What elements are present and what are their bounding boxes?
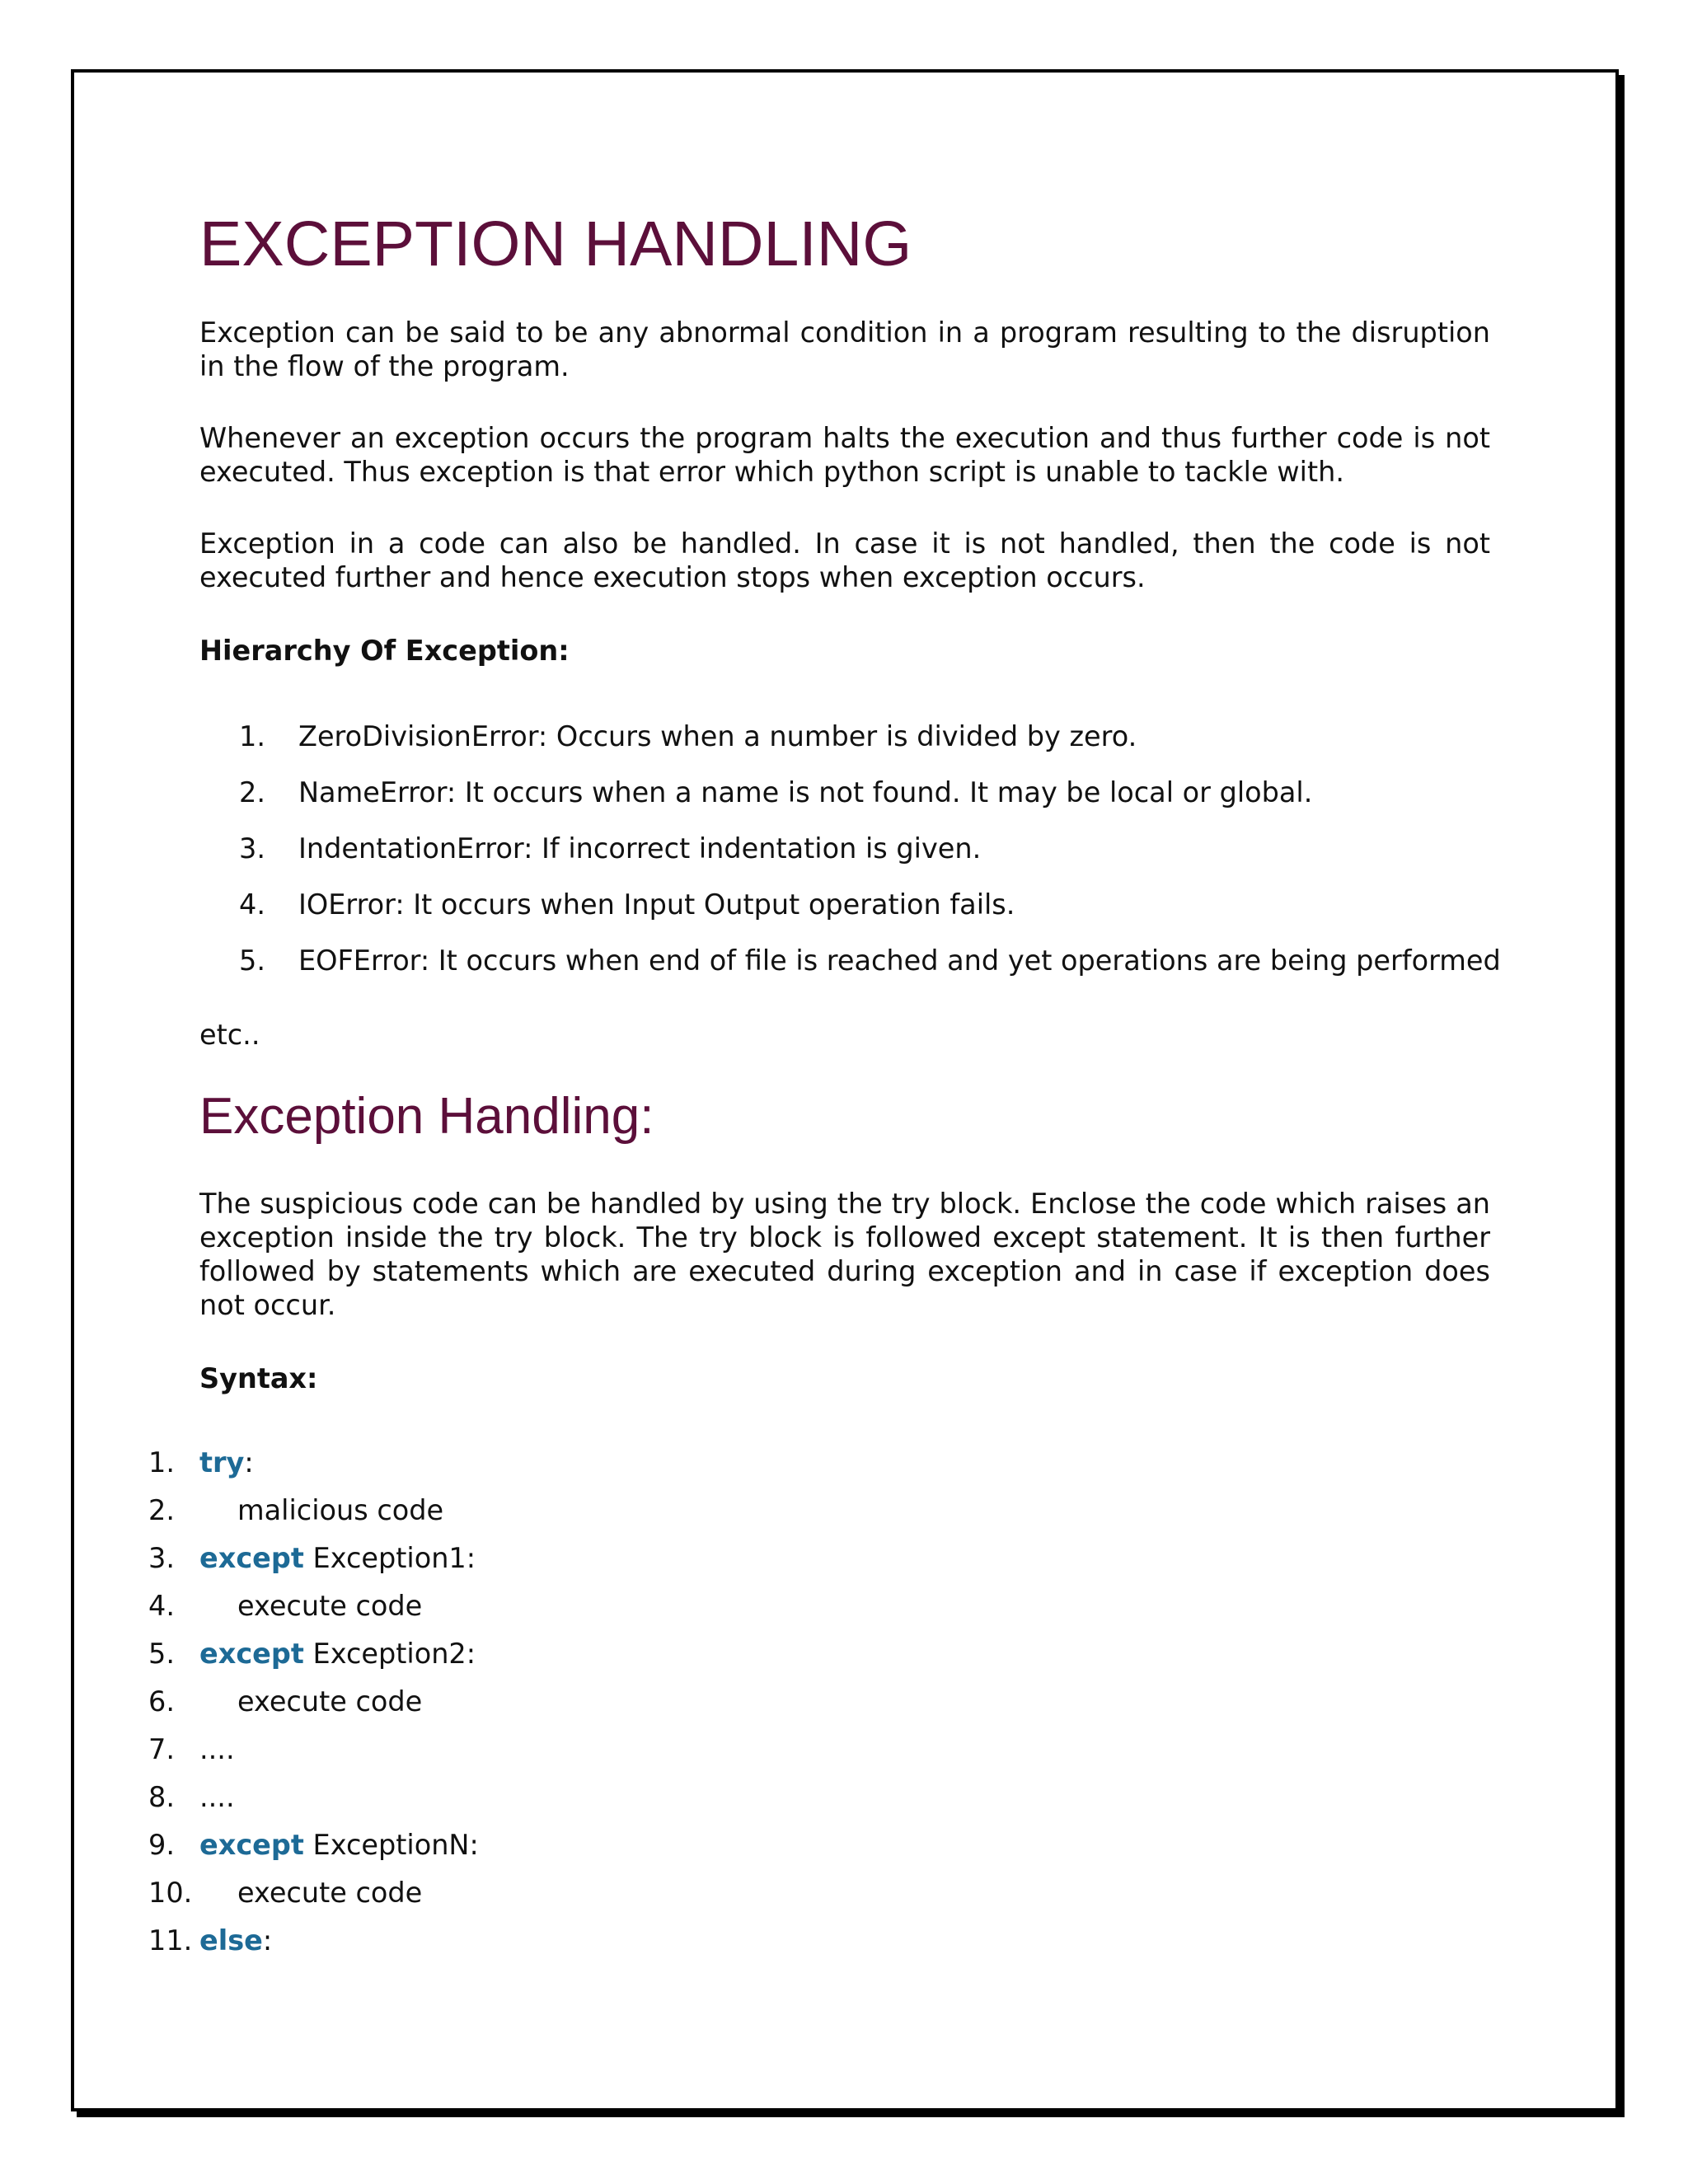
list-item: 3. IndentationError: If incorrect indentation is given. [239, 832, 982, 865]
list-item: 1. ZeroDivisionError: Occurs when a number is divided by zero. [239, 720, 1137, 752]
page-title: EXCEPTION HANDLING [199, 209, 912, 279]
code-keyword: except [199, 1638, 304, 1670]
intro-paragraph-1: Exception can be said to be any abnormal condition in a program resulting to the disruption in the flow of the program. [199, 316, 1490, 382]
code-keyword: except [199, 1542, 304, 1574]
intro-paragraph-3: Exception in a code can also be handled. In case it is not handled, then the code is not executed further and hence execution stops when exception occurs. [199, 527, 1490, 593]
code-keyword: try [199, 1446, 245, 1479]
list-item: 2. NameError: It occurs when a name is not found. It may be local or global. [239, 776, 1313, 808]
list-item: 5. EOFError: It occurs when end of file is reached and yet operations are being performed [239, 944, 1501, 977]
list-item: 4. IOError: It occurs when Input Output operation fails. [239, 888, 1015, 921]
hierarchy-trailing-text: etc.. [199, 1019, 260, 1051]
code-keyword: else [199, 1924, 263, 1957]
hierarchy-heading: Hierarchy Of Exception: [199, 635, 570, 667]
syntax-label: Syntax: [199, 1362, 318, 1394]
section-heading: Exception Handling: [199, 1088, 654, 1145]
intro-paragraph-2: Whenever an exception occurs the program halts the execution and thus further code is not executed. Thus exception is that error which python script is unable to tackle with. [199, 422, 1490, 488]
code-keyword: except [199, 1829, 304, 1861]
section-paragraph: The suspicious code can be handled by using the try block. Enclose the code which raises an exception inside the try block. The try block is followed except statement. It is then further followed by statements which are executed during exception and in case if exception does not occur. [199, 1188, 1490, 1321]
